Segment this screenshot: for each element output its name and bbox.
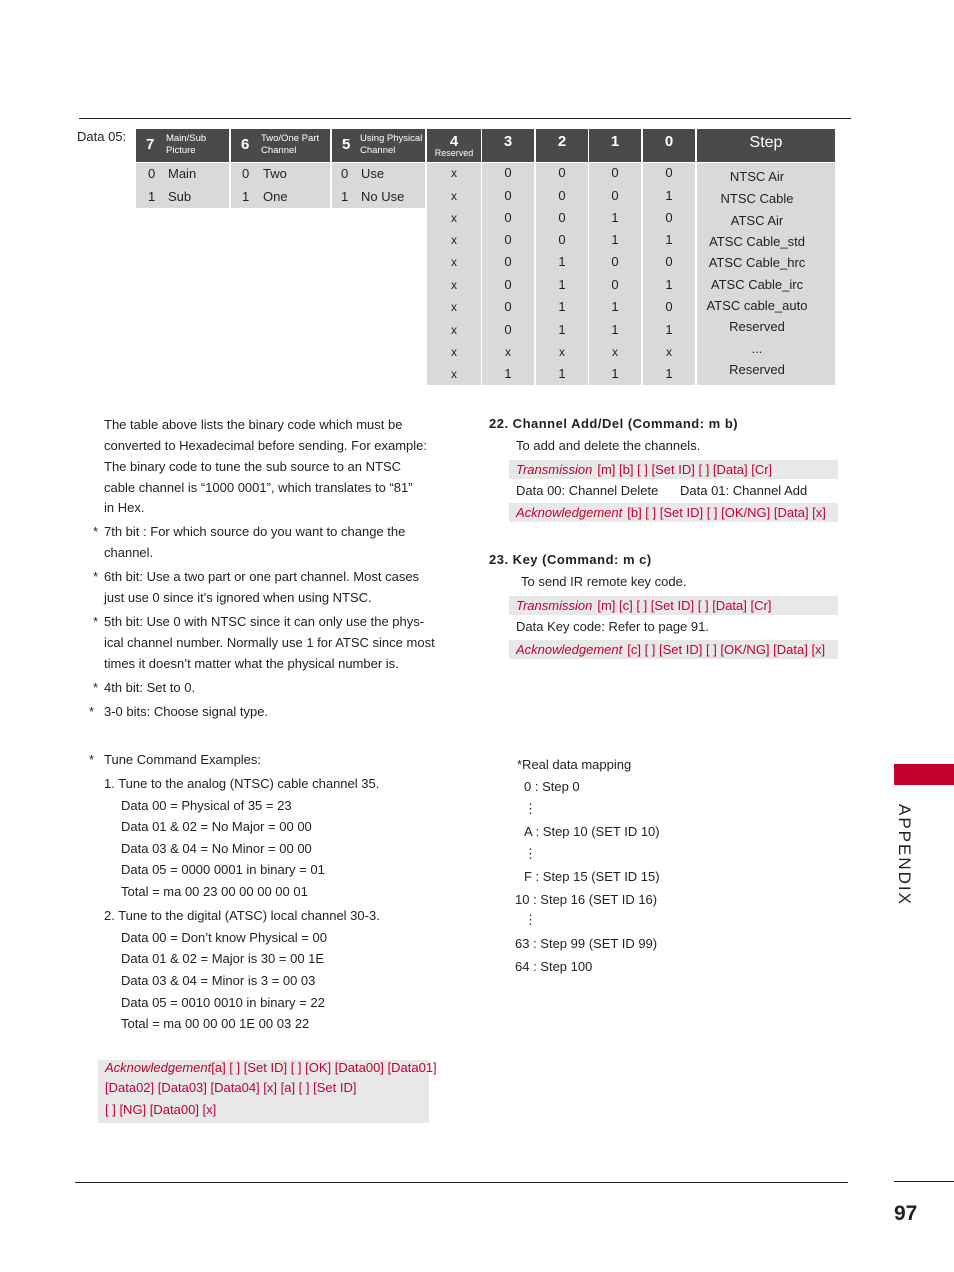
bit5-row1-val: 1	[341, 189, 349, 204]
mapping-line-3: F : Step 15 (SET ID 15)	[524, 869, 660, 884]
ack-box-line-3: [ ] [NG] [Data00] [x]	[105, 1102, 217, 1117]
acknowledgement-value: [c] [ ] [Set ID] [ ] [OK/NG] [Data] [x]	[627, 642, 826, 657]
ex2-title: 2. Tune to the digital (ATSC) local channel 30-3.	[104, 908, 380, 923]
section-23-data: Data Key code: Refer to page 91.	[516, 619, 709, 634]
header-bit7-label: Main/Sub Picture	[166, 133, 207, 156]
header-step	[697, 129, 835, 162]
ex2-line-3: Data 03 & 04 = Minor is 3 = 00 03	[121, 973, 316, 988]
header-step-label: Step	[749, 134, 783, 151]
ex1-line-1: Data 00 = Physical of 35 = 23	[121, 798, 292, 813]
acknowledgement-label: Acknowledgement	[516, 642, 623, 657]
bit3-row2: 0	[504, 210, 512, 225]
bottom-rule	[75, 1182, 848, 1183]
bullet-star: *	[89, 704, 95, 719]
bullet-star: *	[93, 569, 99, 584]
intro-line-2: converted to Hexadecimal before sending. For example:	[104, 438, 428, 453]
page-number-rule	[894, 1181, 954, 1182]
intro-line-5: in Hex.	[104, 500, 145, 515]
mapping-vdots-2: ⋮	[524, 846, 537, 861]
step-row7: Reserved	[729, 319, 785, 334]
bit7-row1-name: Sub	[168, 189, 192, 204]
mapping-title: *Real data mapping	[517, 757, 632, 772]
bit0-row7: 1	[665, 322, 673, 337]
intro-line-4: cable channel is “1000 0001”, which translates to “81”	[104, 480, 413, 495]
bit3-row7: 0	[504, 322, 512, 337]
bit2-row9: 1	[558, 366, 566, 381]
mapping-line-1: 0 : Step 0	[524, 779, 580, 794]
bullet-star: *	[93, 614, 99, 629]
bit1-row0: 0	[611, 165, 619, 180]
bit5-note-1: 5th bit: Use 0 with NTSC since it can only use the phys-	[104, 614, 425, 629]
bit6-note-1: 6th bit: Use a two part or one part channel. Most cases	[104, 569, 420, 584]
bullet-star: *	[89, 752, 95, 767]
header-bit7-num: 7	[146, 136, 155, 153]
tune-title: Tune Command Examples:	[104, 752, 262, 767]
bit0-row9: 1	[665, 366, 673, 381]
header-bit0	[643, 129, 695, 162]
acknowledgement-label: Acknowledgement	[516, 505, 623, 520]
header-bit4-sub: Reserved	[434, 148, 474, 158]
data05-label: Data 05:	[77, 129, 127, 144]
bit2-row4: 1	[558, 254, 566, 269]
bit4-row0: x	[451, 166, 457, 180]
bit3-row9: 1	[504, 366, 512, 381]
bit0-row8: x	[666, 345, 672, 359]
bit1-row7: 1	[611, 322, 619, 337]
header-bit6-label: Two/One Part Channel	[261, 133, 320, 156]
step-row9: Reserved	[729, 362, 785, 377]
transmission-label: Transmission	[516, 462, 593, 477]
bit2-row6: 1	[558, 299, 566, 314]
ack-box-line-2: [Data02] [Data03] [Data04] [x] [a] [ ] [Set ID]	[105, 1080, 357, 1095]
section-23-desc: To send IR remote key code.	[521, 574, 687, 589]
header-bit5-num: 5	[342, 136, 351, 153]
step-row8: ...	[751, 341, 763, 356]
bit2-row1: 0	[558, 188, 566, 203]
bit2-row0: 0	[558, 165, 566, 180]
bit1-row9: 1	[611, 366, 619, 381]
bit1-row3: 1	[611, 232, 619, 247]
mapping-vdots-1: ⋮	[524, 801, 537, 816]
step-row3: ATSC Cable_std	[709, 234, 805, 249]
bit5-note-3: times it doesn’t matter what the physical number is.	[104, 656, 399, 671]
step-row2: ATSC Air	[730, 213, 784, 228]
top-rule	[79, 118, 851, 119]
bit3-row6: 0	[504, 299, 512, 314]
bit0-row1: 1	[665, 188, 673, 203]
ex1-line-4: Data 05 = 0000 0001 in binary = 01	[121, 862, 325, 877]
header-bit2	[536, 129, 588, 162]
bit7-note-2: channel.	[104, 545, 154, 560]
step-row1: NTSC Cable	[720, 191, 794, 206]
bit4-row3: x	[451, 233, 457, 247]
bit1-row5: 0	[611, 277, 619, 292]
bit6-note-2: just use 0 since it's ignored when using NTSC.	[104, 590, 372, 605]
bit7-row0-val: 0	[148, 166, 156, 181]
page-number: 97	[894, 1202, 918, 1225]
bit3-row8: x	[505, 345, 511, 359]
bit1-row4: 0	[611, 254, 619, 269]
bit1-row6: 1	[611, 299, 619, 314]
header-bit4-num: 4	[449, 133, 459, 150]
header-bit3	[482, 129, 534, 162]
ex2-line-4: Data 05 = 0010 0010 in binary = 22	[121, 995, 325, 1010]
bit6-row1-val: 1	[242, 189, 250, 204]
header-bit7	[136, 129, 229, 162]
bit4-row2: x	[451, 211, 457, 225]
bit3-row4: 0	[504, 254, 512, 269]
header-bit6	[231, 129, 330, 162]
bit4-row9: x	[451, 367, 457, 381]
bit4-row8: x	[451, 345, 457, 359]
section-22-data-delete: Data 00: Channel Delete	[516, 483, 659, 498]
bit3-row0: 0	[504, 165, 512, 180]
header-bit3-num: 3	[503, 133, 513, 150]
ex1-title: 1. Tune to the analog (NTSC) cable channel 35.	[104, 776, 380, 791]
bit4-row7: x	[451, 323, 457, 337]
bit2-row3: 0	[558, 232, 566, 247]
step-row0: NTSC Air	[729, 169, 785, 184]
ex1-line-2: Data 01 & 02 = No Major = 00 00	[121, 819, 312, 834]
bit5-row0-val: 0	[341, 166, 349, 181]
header-bit6-num: 6	[241, 136, 250, 153]
bit0-row5: 1	[665, 277, 673, 292]
header-bit5	[332, 129, 425, 162]
step-row4: ATSC Cable_hrc	[708, 255, 806, 270]
bit2-row2: 0	[558, 210, 566, 225]
ex2-line-2: Data 01 & 02 = Major is 30 = 00 1E	[121, 951, 325, 966]
appendix-tab-label: APPENDIX	[895, 804, 914, 906]
intro-line-1: The table above lists the binary code which must be	[104, 417, 403, 432]
bit1-row1: 0	[611, 188, 619, 203]
bit2-row5: 1	[558, 277, 566, 292]
mapping-line-6: 64 : Step 100	[515, 959, 593, 974]
bit1-row2: 1	[611, 210, 619, 225]
section-23-transmission	[509, 596, 838, 615]
ex1-line-3: Data 03 & 04 = No Minor = 00 00	[121, 841, 312, 856]
header-bit5-label: Using Physical Channel	[360, 133, 423, 156]
bullet-star: *	[93, 680, 99, 695]
header-bit1-num: 1	[610, 133, 620, 150]
bit6-row0-name: Two	[263, 166, 287, 181]
bit2-row7: 1	[558, 322, 566, 337]
ex1-line-5: Total = ma 00 23 00 00 00 00 01	[121, 884, 308, 899]
section-22-transmission	[509, 460, 838, 479]
bit7-row1-val: 1	[148, 189, 156, 204]
acknowledgement-box	[98, 1060, 437, 1123]
bit1-row8: x	[612, 345, 618, 359]
header-bit2-num: 2	[557, 133, 567, 150]
mapping-line-4: 10 : Step 16 (SET ID 16)	[515, 892, 658, 907]
section-22-data-add: Data 01: Channel Add	[680, 483, 808, 498]
transmission-value: [m] [c] [ ] [Set ID] [ ] [Data] [Cr]	[597, 598, 772, 613]
bit3-row5: 0	[504, 277, 512, 292]
bit5-note-2: ical channel number. Normally use 1 for ATSC since most	[104, 635, 435, 650]
step-row6: ATSC cable_auto	[706, 298, 808, 313]
bit0-row2: 0	[665, 210, 673, 225]
bit3-row1: 0	[504, 188, 512, 203]
bit5-row1-name: No Use	[361, 189, 405, 204]
bits30-note: 3-0 bits: Choose signal type.	[104, 704, 269, 719]
step-row5: ATSC Cable_irc	[710, 277, 804, 292]
bit4-row6: x	[451, 300, 457, 314]
ex2-line-1: Data 00 = Don’t know Physical = 00	[121, 930, 327, 945]
bit7-note-1: 7th bit : For which source do you want to change the	[104, 524, 406, 539]
ack-box-line-1	[105, 1058, 437, 1078]
section-23-acknowledgement	[509, 640, 838, 659]
intro-line-3: The binary code to tune the sub source to an NTSC	[104, 459, 402, 474]
appendix-tab-marker	[894, 764, 954, 785]
bit2-row8: x	[559, 345, 565, 359]
bit6-row1-name: One	[263, 189, 288, 204]
ack-box-label: Acknowledgement	[105, 1060, 212, 1075]
ex2-line-5: Total = ma 00 00 00 1E 00 03 22	[121, 1016, 310, 1031]
mapping-line-2: A : Step 10 (SET ID 10)	[524, 824, 660, 839]
bit0-row0: 0	[665, 165, 673, 180]
transmission-label: Transmission	[516, 598, 593, 613]
bit5-row0-name: Use	[361, 166, 385, 181]
bit4-row5: x	[451, 278, 457, 292]
bit4-row4: x	[451, 255, 457, 269]
transmission-value: [m] [b] [ ] [Set ID] [ ] [Data] [Cr]	[597, 462, 773, 477]
bit0-row6: 0	[665, 299, 673, 314]
section-22-title: 22. Channel Add/Del (Command: m b)	[489, 416, 739, 431]
bit3-row3: 0	[504, 232, 512, 247]
bit0-row4: 0	[665, 254, 673, 269]
appendix-tab-label-wrap	[894, 804, 916, 906]
bullet-star: *	[93, 524, 99, 539]
header-bit1	[589, 129, 641, 162]
bit6-row0-val: 0	[242, 166, 250, 181]
mapping-line-5: 63 : Step 99 (SET ID 99)	[515, 936, 658, 951]
bit4-note: 4th bit: Set to 0.	[104, 680, 196, 695]
acknowledgement-value: [b] [ ] [Set ID] [ ] [OK/NG] [Data] [x]	[627, 505, 826, 520]
section-23-title: 23. Key (Command: m c)	[489, 552, 652, 567]
bit0-row3: 1	[665, 232, 673, 247]
bit4-row1: x	[451, 189, 457, 203]
bit7-row0-name: Main	[168, 166, 197, 181]
ack-box-line-1-text: [a] [ ] [Set ID] [ ] [OK] [Data00] [Data01]	[211, 1060, 437, 1075]
section-22-acknowledgement	[509, 503, 838, 522]
mapping-vdots-3: ⋮	[524, 912, 537, 927]
section-22-desc: To add and delete the channels.	[516, 438, 701, 453]
header-bit0-num: 0	[664, 133, 674, 150]
header-bit4	[427, 129, 481, 162]
